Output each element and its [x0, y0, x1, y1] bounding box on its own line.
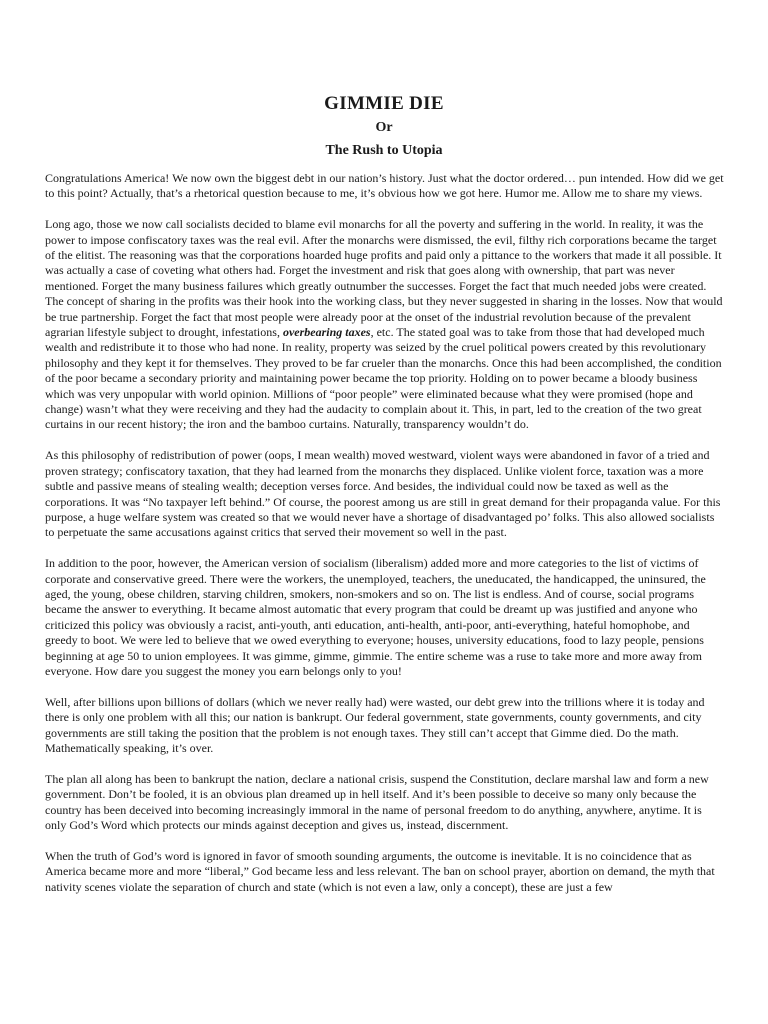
paragraph-text: Congratulations America! We now own the biggest debt in our nation’s history. Just what the doctor ordered… pun intended. How did we get to this point? Actually, that’s a rhetorical question because to me, it’s obvious how we got here. Humor me. Allow me to share my views. [45, 171, 724, 201]
paragraph-text: The plan all along has been to bankrupt the nation, declare a national crisis, suspend the Constitution, declare marshal law and form a new government. Don’t be fooled, it is an obvious plan dreamed up in hell itself. And it’s been possible to deceive so many only because the country has been deceived into becoming increasingly immoral in the name of personal freedom to do anything, anywhere, anytime. It is only God’s Word which protects our minds against deception and gives us, instead, discernment. [45, 771, 709, 832]
paragraph-text: Long ago, those we now call socialists decided to blame evil monarchs for all the poverty and suffering in the world. In reality, it was the power to impose confiscatory taxes was the real evil. After the monarchs were dismissed, the evil, filthy rich corporations became the target of the elitist. The reasoning was that the corporations hoarded huge profits and paid only a pittance to the workers that made it all possible. It was actually a case of coveting what others had. Forget the investment and risk that goes along with ownership, that part was never mentioned. Forget the many business failures which greatly outnumber the successes. Forget the fact that much needed jobs were created. The concept of sharing in the profits was their hook into the working class, but they never suggested in sharing in the losses. Now that would be true partnership. Forget the fact that most people were already poor at the onset of the industrial revolution because of the prevalent agrarian lifestyle subject to drought, infestations, [45, 217, 723, 340]
paragraph-text: , etc. The stated goal was to take from those that had developed much wealth and redistribute it to those who had none. In reality, property was seized by the cruel political powers created by this revolutionary philosophy and they kept it for themselves. They proved to be far crueler than the monarchs. Once this had been accomplished, the condition of the poor became a secondary priority and maintaining power became the top priority. Holding on to power became a bloody business which was very unpopular with world opinion. Millions of “poor people” were eliminated because what they were promised (hope and change) wasn’t what they were receiving and they had the audacity to complain about it. This, in part, led to the creation of the two great curtains in our recent history; the iron and the bamboo curtains. Naturally, transparency wouldn’t do. [45, 325, 722, 432]
paragraph-text: When the truth of God’s word is ignored in favor of smooth sounding arguments, the outcome is inevitable. It is no coincidence that as America became more and more “liberal,” God became less and less relevant. The ban on school prayer, abortion on demand, the myth that nativity scenes violate the separation of church and state (which is not even a law, only a concept), these are just a few [45, 848, 715, 894]
document-title: GIMMIE DIE [324, 93, 444, 114]
document-subtitle-or: Or [375, 120, 393, 135]
title-block [0, 93, 768, 160]
document-body [45, 171, 724, 910]
paragraph-7 [45, 849, 724, 895]
emphasis-overbearing-taxes: overbearing taxes [282, 325, 371, 340]
paragraph-text: Well, after billions upon billions of dollars (which we never really had) were wasted, our debt grew into the trillions where it is today and there is only one problem with all this; our nation is bankrupt. Our federal government, state governments, county governments, and city governments are still taking the position that the problem is not enough taxes. They still can’t accept that Gimme died. Do the math. Mathematically speaking, it’s over. [45, 694, 705, 755]
document-subtitle: The Rush to Utopia [325, 143, 443, 158]
paragraph-4 [45, 556, 724, 679]
paragraph-text: As this philosophy of redistribution of power (oops, I mean wealth) moved westward, violent ways were abandoned in favor of a tried and proven strategy; confiscatory taxation, that they had learned from the monarchs they displaced. Unlike violent force, taxation was a more subtle and passive means of stealing wealth; deception verses force. And besides, the individual could now be taxed as well as the corporations. It was “No taxpayer left behind.” Of course, the poorest among us are still in great demand for their propaganda value. For this purpose, a huge welfare system was created so that we would never have a shortage of disadvantaged po’ folks. This also allowed socialists to perpetuate the same accusations against critics that served their movement so well in the past. [45, 448, 721, 540]
paragraph-3 [45, 448, 724, 540]
paragraph-2 [45, 217, 724, 433]
paragraph-6 [45, 772, 724, 834]
paragraph-1 [45, 171, 724, 202]
paragraph-text: In addition to the poor, however, the American version of socialism (liberalism) added more and more categories to the list of victims of corporate and conservative greed. There were the workers, the unemployed, teachers, the uneducated, the handicapped, the uninsured, the aged, the young, obese children, starving children, smokers, non-smokers and so on. The list is endless. And of course, social programs became the answer to everything. It became almost automatic that every program that could be dreamt up was justified and anyone who criticized this policy was obviously a racist, anti-youth, anti education, anti-health, anti-poor, anti-everything, hateful homophobe, and greedy to boot. We were led to believe that we owed everything to everyone; houses, university educations, food to lazy people, pensions beginning at age 50 to union employees. It was gimme, gimme, gimmie. The entire scheme was a ruse to take more and more away from everyone. How dare you suggest the money you earn belongs only to you! [45, 556, 706, 678]
paragraph-5 [45, 695, 724, 757]
